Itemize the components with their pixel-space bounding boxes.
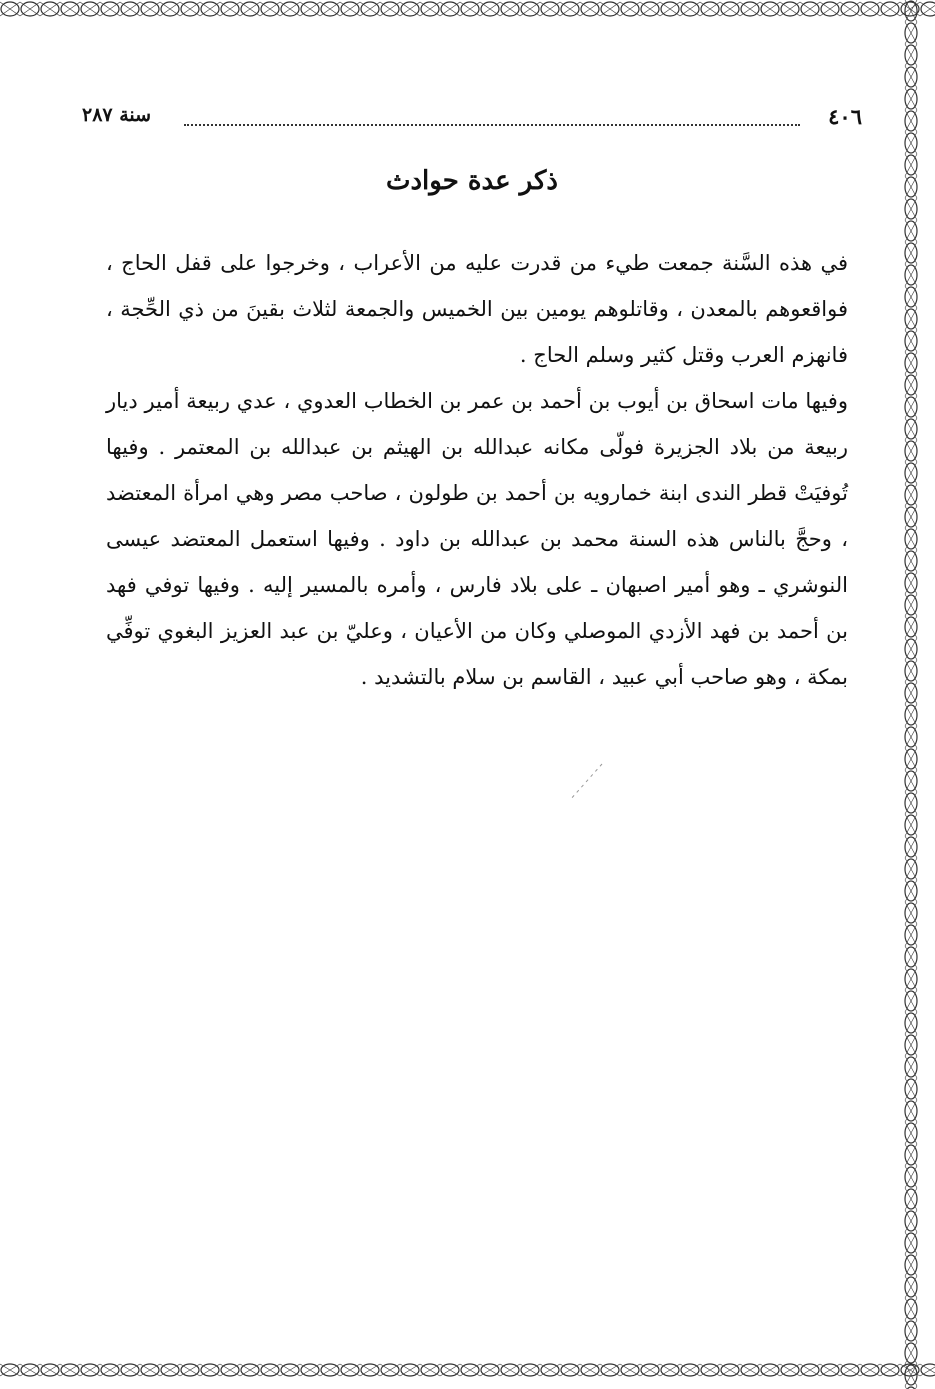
decorative-border-right xyxy=(903,0,929,1389)
header-dotted-leader xyxy=(184,124,800,126)
page-header xyxy=(82,104,862,138)
scan-stray-mark xyxy=(560,760,610,810)
paragraph-2: وفيها مات اسحاق بن أيوب بن أحمد بن عمر بن الخطاب العدوي ، عدي ربيعة أمير ديار ربيعة من بلاد الجزيرة فولّى مكانه عبدالله بن الهيثم بن عبدالله بن المعتمر . وفيها تُوفيَتْ قطر الندى ابنة خمارويه بن أحمد بن طولون ، صاحب مصر وهي امرأة المعتضد ، وحجَّ بالناس هذه السنة محمد بن عبدالله بن داود . وفيها استعمل المعتضد عيسى النوشري ـ وهو أمير اصبهان ـ على بلاد فارس ، وأمره بالمسير إليه . وفيها توفي فهد بن أحمد بن فهد الأزدي الموصلي وكان من الأعيان ، وعليّ بن عبد العزيز البغوي توفِّي بمكة ، وهو صاحب أبي عبيد ، القاسم بن سلام بالتشديد . xyxy=(106,389,848,689)
decorative-border-top xyxy=(0,0,935,46)
section-title: ذكر عدة حوادث xyxy=(386,166,558,196)
page-number: ٤٠٦ xyxy=(828,104,862,129)
running-title: سنة ٢٨٧ xyxy=(82,104,152,126)
decorative-border-bottom xyxy=(0,1362,935,1384)
paragraph-1: في هذه السَّنة جمعت طيء من قدرت عليه من الأعراب ، وخرجوا على قفل الحاج ، فواقعوهم بالمعدن ، وقاتلوهم يومين بين الخميس والجمعة لثلاث بقينَ من ذي الحِّجة ، فانهزم العرب وقتل كثير وسلم الحاج . xyxy=(106,251,848,367)
